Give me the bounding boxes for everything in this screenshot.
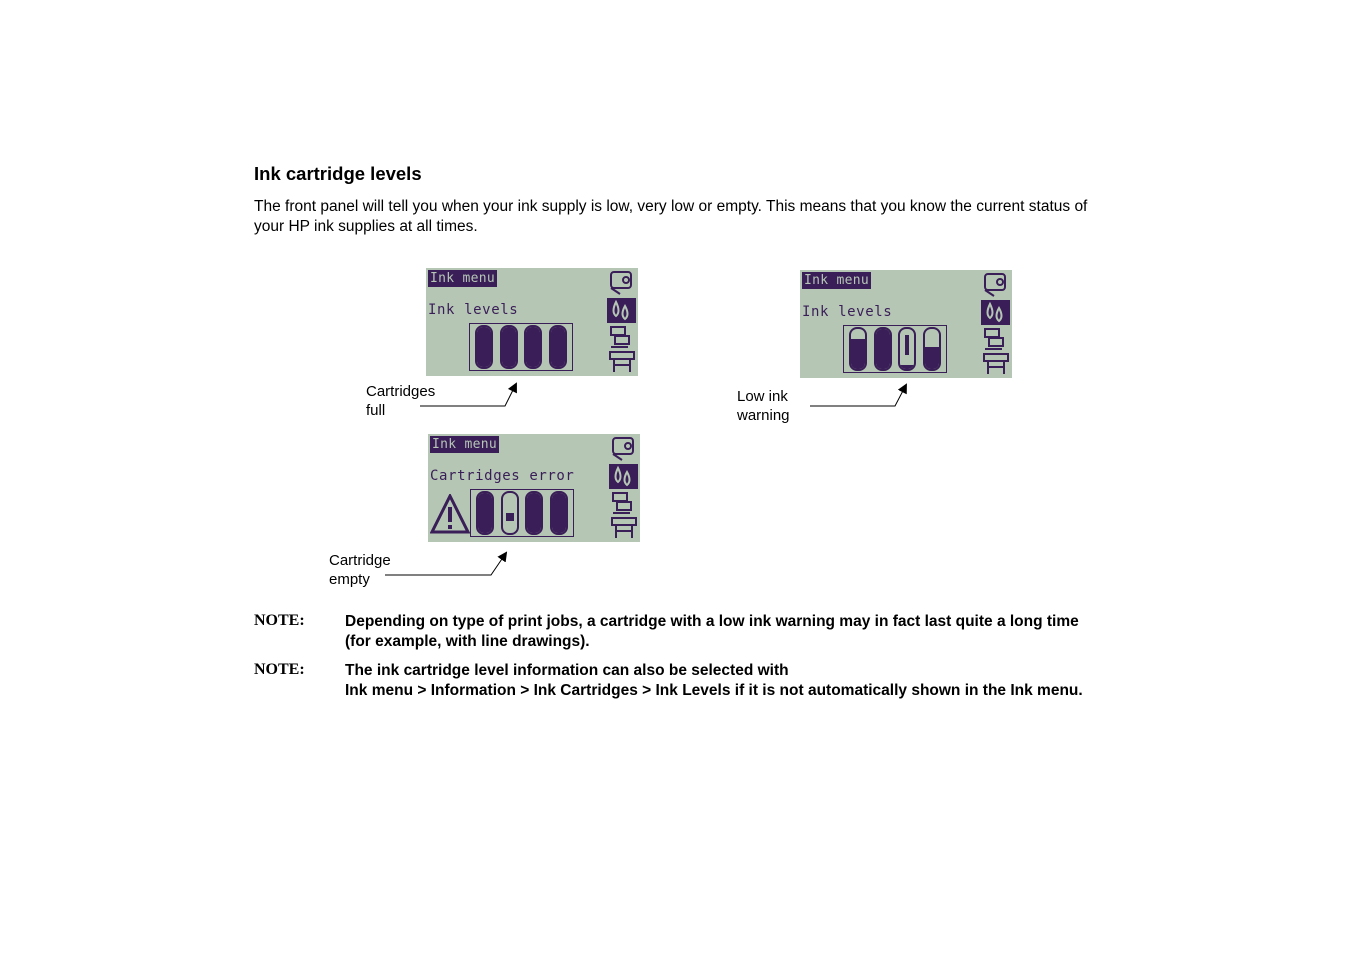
leader-line-low: [810, 385, 906, 406]
callout-line: Low ink: [737, 388, 788, 405]
callout-line: Cartridges: [366, 383, 436, 400]
callout-line: full: [366, 402, 386, 419]
panel-message: Cartridges error: [430, 468, 575, 484]
note-line: The ink cartridge level information can also be selected with: [345, 662, 789, 679]
callout-line: Cartridge: [329, 552, 391, 569]
leader-line-empty: [385, 553, 506, 575]
note-label: NOTE:: [254, 612, 305, 629]
panel-menu-title: Ink menu: [804, 273, 870, 288]
intro-text: The front panel will tell you when your ink supply is low, very low or empty. This means that you know the current status of your HP ink supplies at all times.: [254, 198, 1088, 235]
panel-message: Ink levels: [802, 304, 893, 320]
leader-line-full: [420, 384, 516, 406]
panel-message: Ink levels: [428, 302, 519, 318]
callout-line: empty: [329, 571, 370, 588]
section-title: Ink cartridge levels: [254, 163, 422, 184]
note-line: Depending on type of print jobs, a cartridge with a low ink warning may in fact last quite a long time (for example, with line drawings).: [345, 613, 1079, 650]
callout-line: warning: [737, 407, 790, 424]
note-text: [345, 661, 1095, 701]
panel-menu-title: Ink menu: [430, 271, 496, 286]
panel-menu-title: Ink menu: [432, 437, 498, 452]
note-label: NOTE:: [254, 661, 305, 678]
note-line: Ink menu > Information > Ink Cartridges > Ink Levels if it is not automatically shown in the Ink menu.: [345, 682, 1083, 699]
note-text: [345, 612, 1095, 652]
